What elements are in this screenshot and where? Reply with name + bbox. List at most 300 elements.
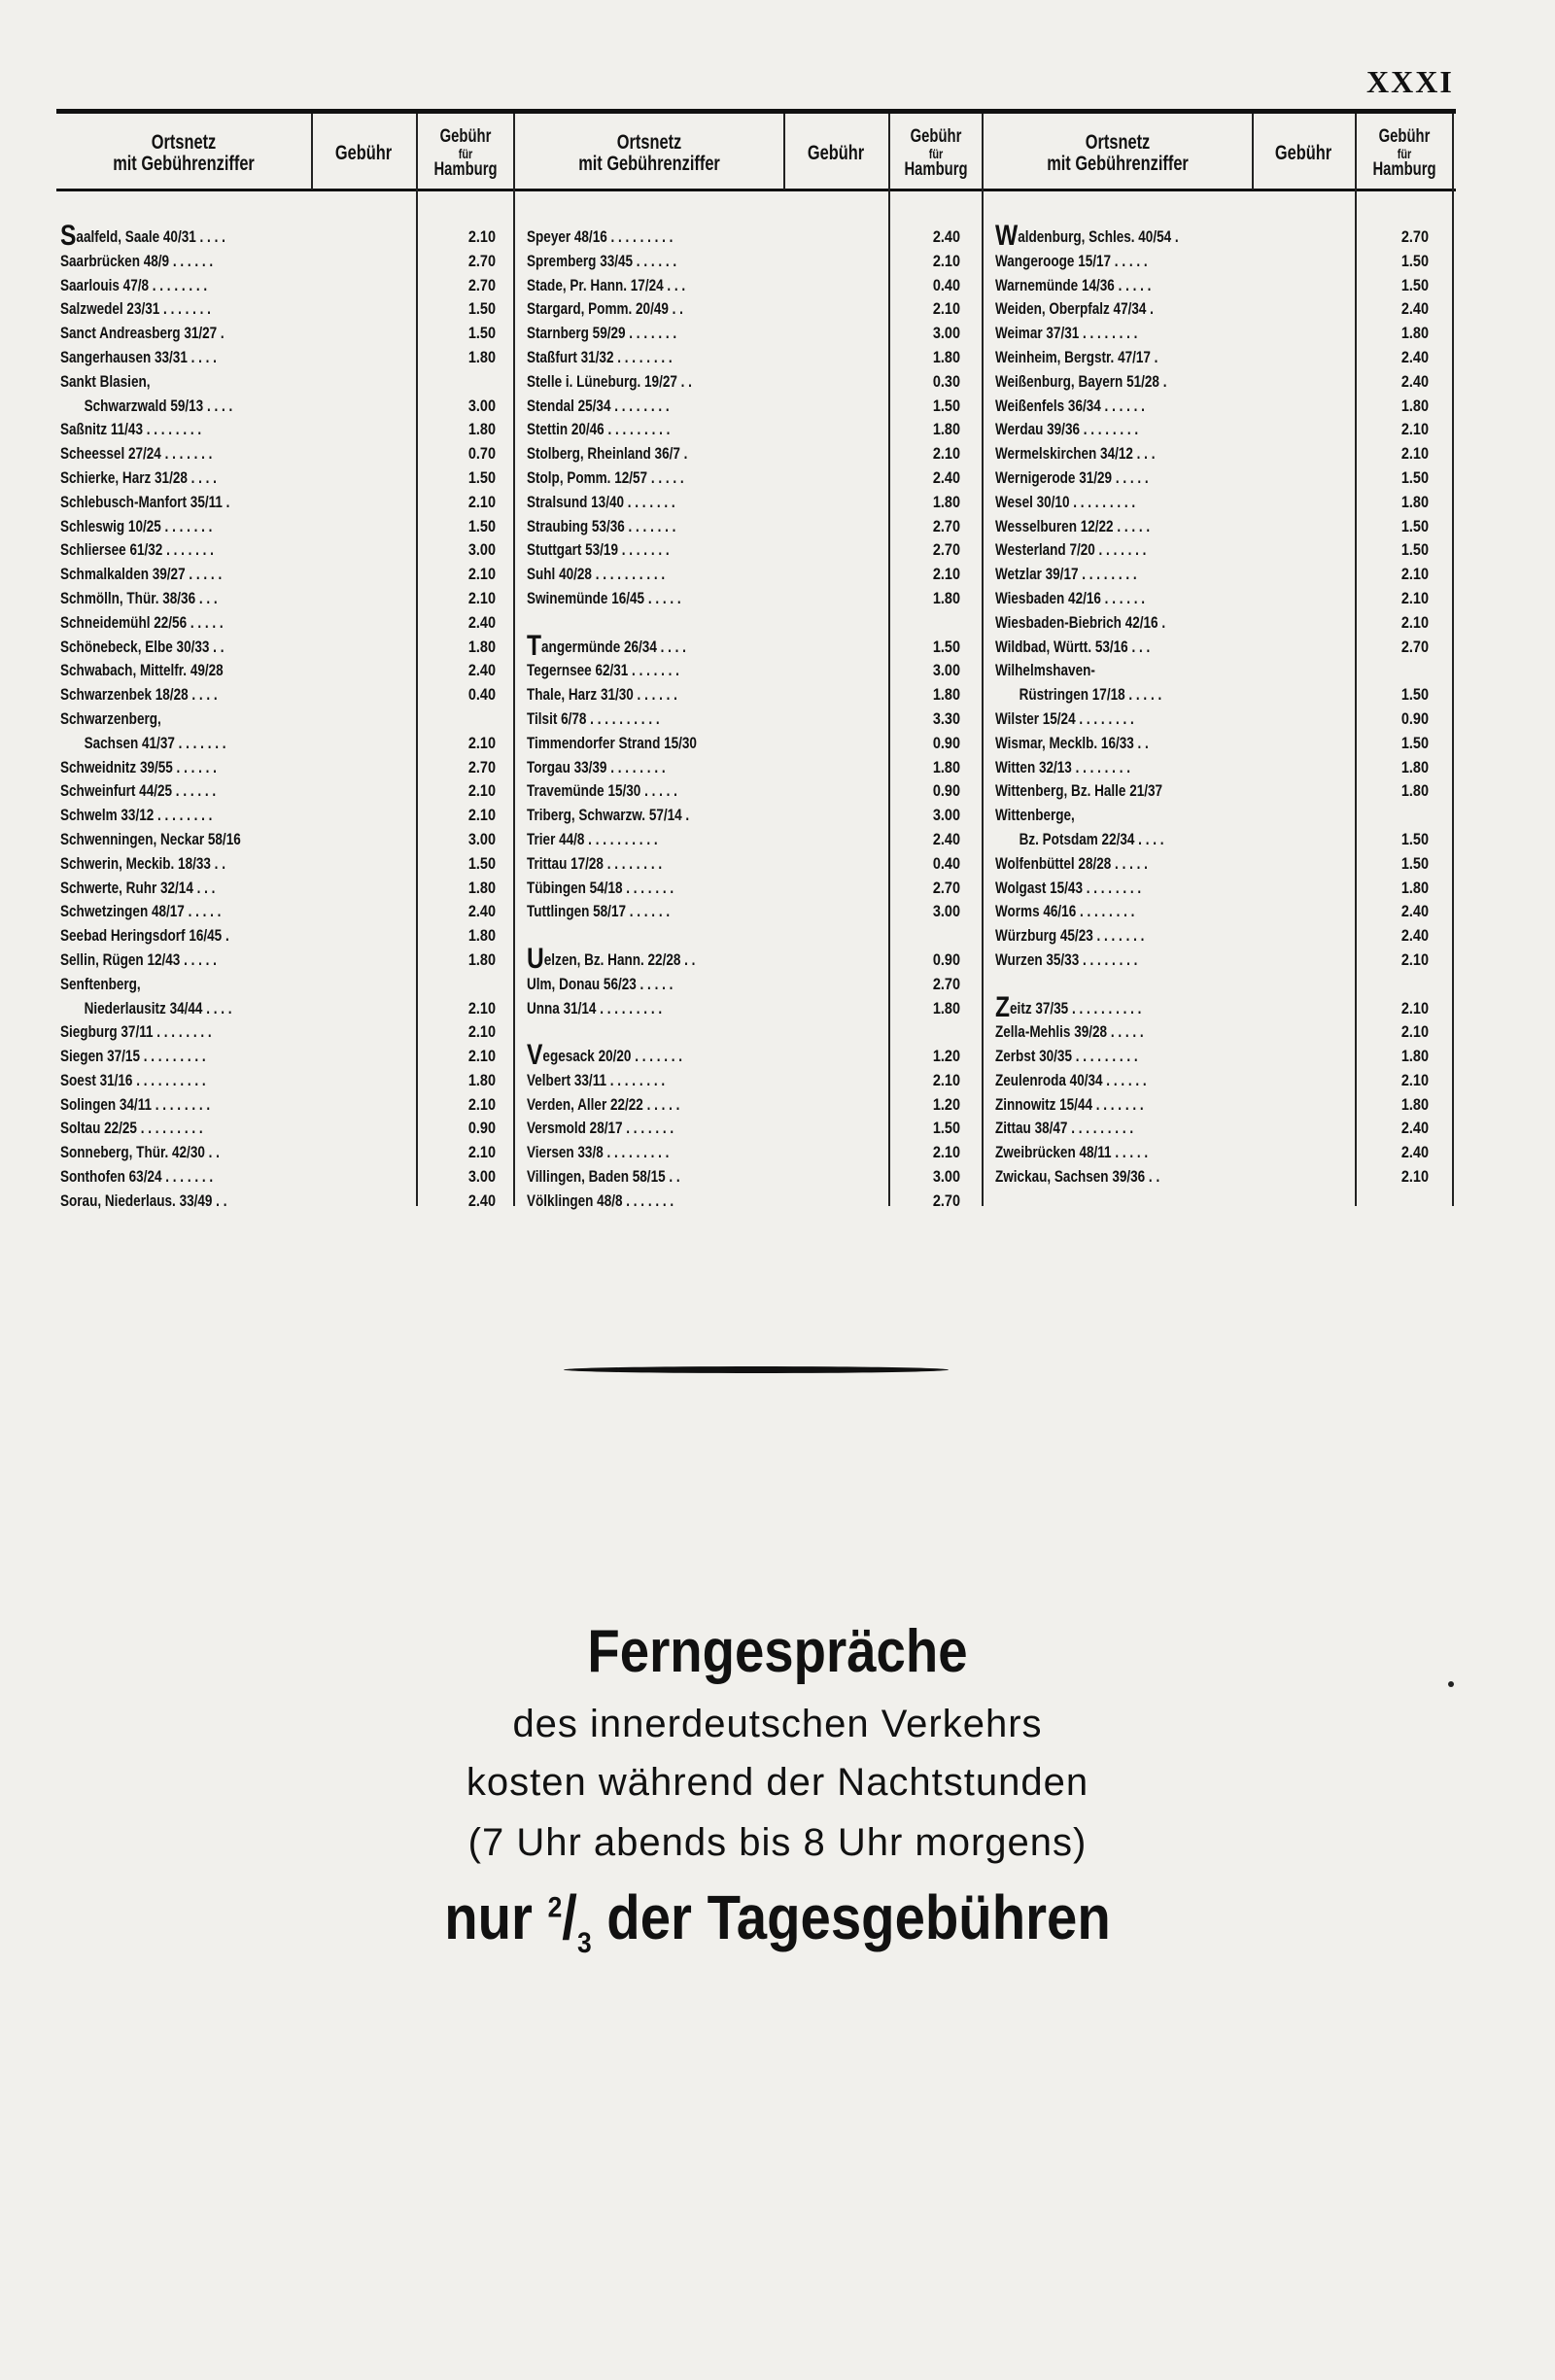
table-row <box>60 877 507 901</box>
hamburg-fee: 2.10 <box>467 733 496 752</box>
fee-table <box>56 109 1456 1209</box>
hamburg-fee: 2.10 <box>1400 949 1429 969</box>
place-name: Schierke, Harz 31/28 . . . . <box>60 468 217 487</box>
hamburg-fee: 2.70 <box>467 757 496 776</box>
header-ortsnetz <box>1013 119 1222 189</box>
column-rule <box>1252 114 1254 190</box>
place-name: Wilhelmshaven- <box>995 662 1095 680</box>
table-row <box>995 370 1446 395</box>
place-name: Wernigerode 31/29 . . . . . <box>995 468 1149 487</box>
table-row <box>995 756 1446 780</box>
table-row <box>995 1117 1446 1141</box>
hamburg-fee: 1.80 <box>467 1070 496 1089</box>
place-name: Trittau 17/28 . . . . . . . . <box>527 854 663 873</box>
hamburg-fee: 2.10 <box>932 444 960 464</box>
place-name: Sonthofen 63/24 . . . . . . . <box>60 1168 214 1187</box>
header-ham-line-3: Hamburg <box>1372 159 1436 181</box>
table-row <box>60 636 507 660</box>
table-row <box>995 250 1446 274</box>
table-row <box>527 538 974 563</box>
header-ortsnetz-line: Ortsnetz <box>1085 130 1151 154</box>
place-name <box>60 220 225 252</box>
table-row <box>527 1093 974 1118</box>
table-row <box>995 1141 1446 1165</box>
hamburg-fee: 2.40 <box>1400 902 1429 921</box>
initial-letter: T <box>527 629 542 662</box>
table-row <box>60 611 507 636</box>
place-name: Speyer 48/16 . . . . . . . . . <box>527 228 674 246</box>
table-row <box>995 1020 1446 1045</box>
table-row <box>995 395 1446 419</box>
header-gebuehr-hamburg <box>429 119 502 189</box>
place-name: Saarlouis 47/8 . . . . . . . . <box>60 276 208 294</box>
hamburg-fee: 1.80 <box>932 492 960 511</box>
table-row <box>995 346 1446 370</box>
place-name: Tuttlingen 58/17 . . . . . . <box>527 903 671 921</box>
hamburg-fee: 1.80 <box>1400 1094 1429 1114</box>
place-name: Schlebusch-Manfort 35/11 . <box>60 493 230 511</box>
table-row <box>60 659 507 683</box>
hamburg-fee: 2.70 <box>932 516 960 535</box>
table-row <box>60 563 507 587</box>
place-name: Soltau 22/25 . . . . . . . . . <box>60 1120 203 1138</box>
table-row <box>527 852 974 877</box>
header-rule <box>56 189 1456 191</box>
place-name-text: eitz 37/35 . . . . . . . . . . <box>1010 999 1142 1018</box>
hamburg-fee: 2.10 <box>467 1094 496 1114</box>
header-gebuehrenziffer-line: mit Gebührenziffer <box>578 153 720 175</box>
hamburg-fee: 1.50 <box>932 1119 960 1138</box>
initial-letter: W <box>995 220 1019 252</box>
table-row <box>60 707 507 732</box>
place-name: Stade, Pr. Hann. 17/24 . . . <box>527 276 686 294</box>
hamburg-fee: 2.10 <box>467 1143 496 1162</box>
place-name: Wittenberge, <box>995 807 1075 825</box>
table-row <box>995 587 1446 611</box>
table-row <box>527 828 974 852</box>
place-name: Schwetzingen 48/17 . . . . . <box>60 903 222 921</box>
table-row <box>995 418 1446 442</box>
table-row <box>527 370 974 395</box>
hamburg-fee: 1.80 <box>467 637 496 656</box>
column-rule <box>1452 114 1454 1206</box>
table-row <box>527 442 974 466</box>
hamburg-fee: 2.10 <box>1400 588 1429 607</box>
table-row <box>995 877 1446 901</box>
hamburg-fee: 0.40 <box>467 685 496 705</box>
hamburg-fee: 1.50 <box>467 853 496 873</box>
initial-letter: V <box>527 1039 543 1072</box>
hamburg-fee: 0.70 <box>467 444 496 464</box>
hamburg-fee: 1.50 <box>467 324 496 343</box>
fraction-denominator: 3 <box>576 1926 592 1959</box>
fraction-numerator: 2 <box>547 1891 563 1924</box>
print-speck <box>1448 1681 1454 1687</box>
table-row <box>527 466 974 491</box>
hamburg-fee: 2.10 <box>1400 444 1429 464</box>
place-name <box>995 220 1179 252</box>
table-row <box>995 1069 1446 1093</box>
table-row <box>527 395 974 419</box>
table-row <box>995 1093 1446 1118</box>
place-name: Tübingen 54/18 . . . . . . . <box>527 879 674 897</box>
table-row <box>527 322 974 346</box>
hamburg-fee: 2.70 <box>932 878 960 897</box>
table-row <box>527 900 974 924</box>
table-row <box>527 611 974 636</box>
place-name: Viersen 33/8 . . . . . . . . . <box>527 1144 670 1162</box>
place-name: Sonneberg, Thür. 42/30 . . <box>60 1144 220 1162</box>
notice-line-3: (7 Uhr abends bis 8 Uhr morgens) <box>467 1821 1088 1864</box>
table-row <box>527 942 974 975</box>
hamburg-fee: 1.80 <box>1400 878 1429 897</box>
place-name <box>527 1039 683 1072</box>
hamburg-fee: 2.10 <box>467 1022 496 1042</box>
place-name: Zinnowitz 15/44 . . . . . . . <box>995 1095 1144 1114</box>
place-name: Wittenberg, Bz. Halle 21/37 <box>995 782 1163 801</box>
hamburg-fee: 1.80 <box>932 588 960 607</box>
place-name: Villingen, Baden 58/15 . . <box>527 1168 680 1187</box>
place-name: Wolfenbüttel 28/28 . . . . . <box>995 854 1148 873</box>
hamburg-fee: 2.40 <box>1400 299 1429 319</box>
notice-emphasis: nur $^2/_3$ der Tagesgebühren <box>444 1882 1111 1959</box>
place-name: Zwickau, Sachsen 39/36 . . <box>995 1168 1160 1187</box>
table-row <box>527 877 974 901</box>
hamburg-fee: 2.10 <box>1400 1022 1429 1042</box>
hamburg-fee: 2.10 <box>467 998 496 1018</box>
hamburg-fee: 2.40 <box>467 612 496 632</box>
notice-line-2: kosten während der Nachtstunden <box>466 1761 1089 1804</box>
place-name: Suhl 40/28 . . . . . . . . . . <box>527 566 666 584</box>
place-name: Soest 31/16 . . . . . . . . . . <box>60 1071 206 1089</box>
place-name: Wismar, Mecklb. 16/33 . . <box>995 734 1149 752</box>
table-row <box>60 779 507 804</box>
hamburg-fee: 2.40 <box>1400 347 1429 366</box>
hamburg-fee: 0.30 <box>932 371 960 391</box>
place-name: Wetzlar 39/17 . . . . . . . . <box>995 566 1137 584</box>
hamburg-fee: 1.50 <box>1400 685 1429 705</box>
table-row <box>527 683 974 707</box>
place-name: Wiesbaden-Biebrich 42/16 . <box>995 613 1166 632</box>
hamburg-fee: 2.10 <box>932 251 960 270</box>
header-gebuehr-label: Gebühr <box>807 141 865 164</box>
hamburg-fee: 2.70 <box>467 275 496 294</box>
hamburg-fee: 1.80 <box>932 420 960 439</box>
place-name: Wurzen 35/33 . . . . . . . . <box>995 950 1138 969</box>
column-rule <box>513 114 515 1206</box>
place-name: Schwarzenbek 18/28 . . . . <box>60 686 218 705</box>
table-row <box>60 515 507 539</box>
place-name: Schwarzenberg, <box>60 709 161 728</box>
place-name: Witten 32/13 . . . . . . . . <box>995 758 1130 776</box>
table-row <box>995 515 1446 539</box>
table-row <box>995 1165 1446 1190</box>
table-row <box>60 1141 507 1165</box>
table-row <box>527 1069 974 1093</box>
header-ortsnetz <box>85 119 283 189</box>
header-ham-line-1: Gebühr <box>439 125 492 147</box>
table-row <box>60 418 507 442</box>
hamburg-fee: 1.80 <box>1400 396 1429 415</box>
hamburg-fee: 2.70 <box>932 540 960 560</box>
place-name: Stralsund 13/40 . . . . . . . <box>527 493 675 511</box>
table-row <box>527 924 974 949</box>
place-name: Wermelskirchen 34/12 . . . <box>995 445 1156 464</box>
table-row <box>60 1069 507 1093</box>
initial-letter: S <box>60 220 77 252</box>
hamburg-fee: 1.50 <box>932 396 960 415</box>
table-row <box>60 683 507 707</box>
place-name: Unna 31/14 . . . . . . . . . <box>527 999 663 1018</box>
place-name: Ulm, Donau 56/23 . . . . . <box>527 975 674 993</box>
table-row <box>995 297 1446 322</box>
hamburg-fee: 2.10 <box>1400 612 1429 632</box>
place-name: Spremberg 33/45 . . . . . . <box>527 252 677 270</box>
hamburg-fee: 2.70 <box>467 251 496 270</box>
table-row <box>995 973 1446 997</box>
table-row <box>527 563 974 587</box>
place-name: Trier 44/8 . . . . . . . . . . <box>527 830 658 848</box>
place-name-text: aldenburg, Schles. 40/54 . <box>1018 228 1179 246</box>
place-name: Stargard, Pomm. 20/49 . . <box>527 300 683 319</box>
table-row <box>60 1117 507 1141</box>
hamburg-fee: 2.10 <box>1400 998 1429 1018</box>
hamburg-fee: 3.30 <box>932 708 960 728</box>
hamburg-fee: 1.80 <box>1400 1047 1429 1066</box>
hamburg-fee: 3.00 <box>467 829 496 848</box>
place-name: Verden, Aller 22/22 . . . . . <box>527 1095 680 1114</box>
place-name: Warnemünde 14/36 . . . . . <box>995 276 1152 294</box>
hamburg-fee: 1.50 <box>1400 516 1429 535</box>
place-name: Westerland 7/20 . . . . . . . <box>995 541 1147 560</box>
place-name <box>995 990 1142 1023</box>
header-gebuehr-hamburg <box>900 119 971 189</box>
table-row <box>527 973 974 997</box>
column-rule <box>783 114 785 190</box>
place-name: Schwenningen, Neckar 58/16 <box>60 830 241 848</box>
place-name: Weimar 37/31 . . . . . . . . <box>995 325 1138 343</box>
place-name-text: egesack 20/20 . . . . . . . <box>542 1048 683 1066</box>
hamburg-fee: 1.80 <box>932 685 960 705</box>
place-name: Salzwedel 23/31 . . . . . . . <box>60 300 211 319</box>
place-name: Werdau 39/36 . . . . . . . . <box>995 421 1139 439</box>
place-name: Stettin 20/46 . . . . . . . . . <box>527 421 671 439</box>
table-row <box>527 515 974 539</box>
place-name: Niederlausitz 34/44 . . . . <box>84 999 232 1018</box>
place-name: Stelle i. Lüneburg. 19/27 . . <box>527 372 692 391</box>
place-name: Weißenburg, Bayern 51/28 . <box>995 372 1167 391</box>
hamburg-fee: 3.00 <box>932 324 960 343</box>
table-row <box>527 1020 974 1045</box>
place-name: Straubing 53/36 . . . . . . . <box>527 517 676 535</box>
hamburg-fee: 1.80 <box>1400 757 1429 776</box>
place-name: Rüstringen 17/18 . . . . . <box>1019 686 1162 705</box>
table-row <box>995 322 1446 346</box>
hamburg-fee: 1.80 <box>467 420 496 439</box>
hamburg-fee: 2.40 <box>932 227 960 246</box>
table-row <box>60 756 507 780</box>
table-row <box>60 828 507 852</box>
place-name: Zella-Mehlis 39/28 . . . . . <box>995 1023 1144 1042</box>
table-row <box>995 491 1446 515</box>
hamburg-fee: 0.90 <box>932 733 960 752</box>
hamburg-fee: 1.50 <box>467 467 496 487</box>
table-row <box>60 852 507 877</box>
place-name: Schneidemühl 22/56 . . . . . <box>60 613 224 632</box>
hamburg-fee: 1.80 <box>1400 324 1429 343</box>
hamburg-fee: 2.10 <box>467 1047 496 1066</box>
header-ham-line-2: für <box>1397 145 1412 161</box>
hamburg-fee: 1.80 <box>932 347 960 366</box>
hamburg-fee: 0.90 <box>932 781 960 801</box>
place-name: Schönebeck, Elbe 30/33 . . <box>60 638 225 656</box>
table-row <box>527 1165 974 1190</box>
place-name: Sorau, Niederlaus. 33/49 . . <box>60 1191 227 1210</box>
table-row <box>60 1165 507 1190</box>
place-name: Weinheim, Bergstr. 47/17 . <box>995 348 1158 366</box>
table-row <box>995 732 1446 756</box>
hamburg-fee: 2.40 <box>467 661 496 680</box>
table-row <box>995 563 1446 587</box>
place-name: Scheessel 27/24 . . . . . . . <box>60 445 213 464</box>
table-row <box>527 629 974 662</box>
table-row <box>995 779 1446 804</box>
hamburg-fee: 2.10 <box>1400 565 1429 584</box>
table-row <box>527 804 974 828</box>
table-row <box>60 538 507 563</box>
column-rule <box>311 114 313 190</box>
place-name <box>527 942 696 975</box>
hamburg-fee: 1.50 <box>1400 733 1429 752</box>
hamburg-fee: 2.40 <box>932 829 960 848</box>
place-name: Wesel 30/10 . . . . . . . . . <box>995 493 1136 511</box>
table-row <box>527 1141 974 1165</box>
place-name: Triberg, Schwarzw. 57/14 . <box>527 807 690 825</box>
hamburg-fee: 2.70 <box>1400 227 1429 246</box>
hamburg-fee: 1.20 <box>932 1094 960 1114</box>
place-name: Torgau 33/39 . . . . . . . . <box>527 758 666 776</box>
hamburg-fee: 1.80 <box>1400 492 1429 511</box>
place-name: Worms 46/16 . . . . . . . . <box>995 903 1135 921</box>
column-group-2 <box>527 225 974 1214</box>
header-gebuehrenziffer-line: mit Gebührenziffer <box>113 153 255 175</box>
hamburg-fee: 2.40 <box>467 902 496 921</box>
place-name: Sankt Blasien, <box>60 372 151 391</box>
header-gebuehr <box>795 119 877 189</box>
table-row <box>527 587 974 611</box>
table-row <box>995 659 1446 683</box>
place-name: Weiden, Oberpfalz 47/34 . <box>995 300 1154 319</box>
hamburg-fee: 2.10 <box>1400 1167 1429 1187</box>
table-row <box>995 852 1446 877</box>
header-ham-line-1: Gebühr <box>1378 125 1431 147</box>
table-row <box>995 442 1446 466</box>
header-ham-line-2: für <box>458 145 473 161</box>
place-name: Zerbst 30/35 . . . . . . . . . <box>995 1048 1138 1066</box>
hamburg-fee: 1.50 <box>1400 251 1429 270</box>
place-name: Schliersee 61/32 . . . . . . . <box>60 541 214 560</box>
hamburg-fee: 1.50 <box>932 637 960 656</box>
table-row <box>527 732 974 756</box>
hamburg-fee: 0.40 <box>932 853 960 873</box>
page-number: XXXI <box>1366 64 1454 99</box>
hamburg-fee: 1.80 <box>467 878 496 897</box>
table-row <box>60 949 507 973</box>
table-row <box>60 346 507 370</box>
table-row <box>527 779 974 804</box>
table-row <box>60 370 507 395</box>
table-row <box>60 491 507 515</box>
emphasis-prefix: nur <box>444 1882 533 1952</box>
place-name: Schwerin, Meckib. 18/33 . . <box>60 854 225 873</box>
table-row <box>527 659 974 683</box>
place-name: Schwabach, Mittelfr. 49/28 <box>60 662 224 680</box>
header-ham-line-2: für <box>928 145 944 161</box>
table-row <box>527 225 974 250</box>
table-row <box>527 250 974 274</box>
table-row <box>527 418 974 442</box>
table-row <box>527 997 974 1021</box>
header-ortsnetz <box>544 119 753 189</box>
hamburg-fee: 1.80 <box>1400 781 1429 801</box>
column-rule <box>982 114 984 1206</box>
place-name: Schwerte, Ruhr 32/14 . . . <box>60 879 216 897</box>
hamburg-fee: 2.10 <box>467 492 496 511</box>
header-gebuehr-label: Gebühr <box>1274 141 1332 164</box>
hamburg-fee: 3.00 <box>932 1167 960 1187</box>
place-name-text: angermünde 26/34 . . . . <box>541 638 686 656</box>
hamburg-fee: 0.90 <box>932 949 960 969</box>
place-name: Saßnitz 11/43 . . . . . . . . <box>60 421 202 439</box>
place-name: Stuttgart 53/19 . . . . . . . <box>527 541 670 560</box>
table-row <box>60 1045 507 1069</box>
place-name: Staßfurt 31/32 . . . . . . . . <box>527 348 673 366</box>
table-row <box>60 250 507 274</box>
place-name: Schmölln, Thür. 38/36 . . . <box>60 589 218 607</box>
place-name: Versmold 28/17 . . . . . . . <box>527 1120 674 1138</box>
place-name: Stolp, Pomm. 12/57 . . . . . <box>527 468 684 487</box>
header-ham-line-3: Hamburg <box>433 159 498 181</box>
place-name: Stolberg, Rheinland 36/7 . <box>527 445 688 464</box>
table-row <box>60 997 507 1021</box>
place-name: Siegen 37/15 . . . . . . . . . <box>60 1048 206 1066</box>
place-name: Siegburg 37/11 . . . . . . . . <box>60 1023 212 1042</box>
place-name: Würzburg 45/23 . . . . . . . <box>995 927 1145 946</box>
hamburg-fee: 3.00 <box>467 540 496 560</box>
table-row <box>995 636 1446 660</box>
column-group-3 <box>995 220 1446 1190</box>
place-name-text: elzen, Bz. Hann. 22/28 . . <box>543 950 696 969</box>
table-row <box>60 466 507 491</box>
hamburg-fee: 2.10 <box>932 565 960 584</box>
hamburg-fee: 2.10 <box>932 1143 960 1162</box>
place-name: Wolgast 15/43 . . . . . . . . <box>995 879 1142 897</box>
header-ham-line-1: Gebühr <box>910 125 962 147</box>
place-name: Tilsit 6/78 . . . . . . . . . . <box>527 709 660 728</box>
table-row <box>60 297 507 322</box>
hamburg-fee: 1.50 <box>467 299 496 319</box>
table-row <box>995 949 1446 973</box>
table-row <box>995 900 1446 924</box>
place-name: Schleswig 10/25 . . . . . . . <box>60 517 213 535</box>
hamburg-fee: 3.00 <box>467 396 496 415</box>
table-row <box>60 274 507 298</box>
table-row <box>995 924 1446 949</box>
hamburg-fee: 1.80 <box>467 347 496 366</box>
table-row <box>60 1020 507 1045</box>
hamburg-fee: 2.10 <box>467 588 496 607</box>
place-name: Wildbad, Württ. 53/16 . . . <box>995 638 1151 656</box>
